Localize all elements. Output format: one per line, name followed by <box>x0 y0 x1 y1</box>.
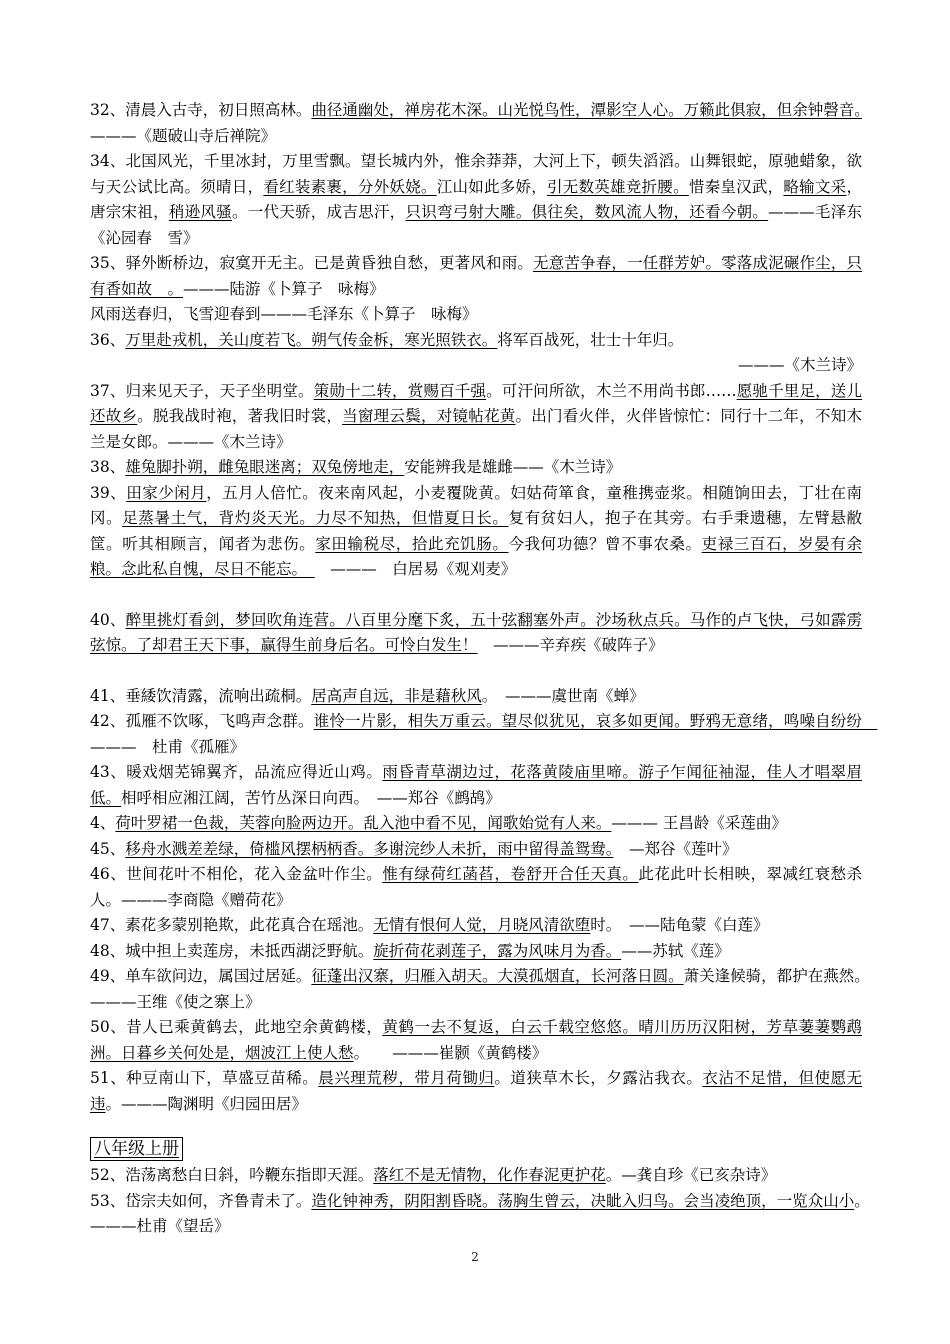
verse-text: 51、种豆南山下，草盛豆苗稀。 <box>90 1069 319 1087</box>
verse-text: 。—龚自珍《已亥杂诗》 <box>605 1166 777 1184</box>
verse-text: ，唐宗宋祖， <box>90 177 862 221</box>
underlined-verse: 稍逊风骚 <box>168 203 232 221</box>
poem-entry-41 <box>90 684 862 710</box>
document-page <box>90 98 909 1240</box>
verse-text: 。 ———崔颢《黄鹤楼》 <box>353 1043 548 1062</box>
verse-text: 将军百战死，壮士十年归。 <box>497 330 684 349</box>
verse-text: 53、岱宗夫如何，齐鲁青未了。 <box>90 1191 312 1210</box>
underlined-verse: 策勋十二转，赏赐百千强 <box>313 381 487 400</box>
underlined-verse: 落红不是无情物，化作春泥更护花 <box>373 1166 606 1184</box>
underlined-verse: 黄鹤一去不复返，白云千载空悠悠。晴川历历汉阳树，芳草萋萋鹦鹉洲。日暮乡关何处是，烟波江上使人愁 <box>90 1018 862 1062</box>
poem-entry-43 <box>90 760 862 811</box>
underlined-verse: 征蓬出汉寨，归雁入胡天。大漠孤烟直，长河落日圆。 <box>311 967 684 985</box>
verse-text: 47、素花多蒙别艳欺，此花真合在瑶池。 <box>90 916 374 934</box>
underlined-verse: 曲径通幽处，禅房花木深。山光悦鸟性，潭影空人心。万籁此俱寂，但余钟磬音。 <box>311 101 862 119</box>
underlined-verse: 略输文采 <box>783 177 847 196</box>
verse-text: 复有贫妇人，抱子在其旁。右手秉遗穗，左臂悬敝筐。听其相顾言，闻者为悲伤。 <box>90 509 862 553</box>
poem-entry-36 <box>90 328 862 354</box>
poem-entry-35 <box>90 251 862 302</box>
underlined-verse: 谁怜一片影，相失万重云。望尽似犹见，哀多如更闻。野鸦无意绪，鸣噪自纷纷 <box>313 712 878 730</box>
underlined-verse: 醉里挑灯看剑，梦回吹角连营。八百里分麾下炙，五十弦翻塞外声。沙场秋点兵。马作的卢飞快，弓如霹雳弦惊。了却君王天下事，赢得生前身后名。可怜白发生！ <box>90 610 862 654</box>
verse-text: 此花此叶长相映，翠减红衰愁杀人。———李商隐《赠荷花》 <box>90 865 862 909</box>
verse-text: ———陆游《卜算子 咏梅》 <box>183 279 385 298</box>
verse-text: 36、 <box>90 330 126 349</box>
verse-text: 相呼相应湘江阔，苦竹丛深日向西。 ——郑谷《鹧鸪》 <box>121 788 501 807</box>
poem-entry-51 <box>90 1066 862 1117</box>
page-number: 2 <box>471 1250 479 1264</box>
underlined-verse: 家田输税尽，拾此充饥肠。 <box>315 534 509 553</box>
section-heading: 八年级上册 <box>90 1137 183 1161</box>
verse-text: 38、 <box>90 458 126 476</box>
verse-text: 。出门看火伴，火伴皆惊忙：同行十二年，不知木兰是女郎。———《木兰诗》 <box>90 407 862 451</box>
underlined-verse: 万里赴戎机，关山度若飞。朔气传金柝，寒光照铁衣。 <box>125 330 498 349</box>
underlined-verse: 衣沾不足惜，但使愿无违 <box>90 1069 862 1113</box>
verse-text: ——苏轼《莲》 <box>621 941 730 960</box>
verse-text: 39、 <box>90 483 127 502</box>
underlined-verse: 田家少闲月 <box>126 483 207 502</box>
poem-entry-42 <box>90 709 909 760</box>
underlined-verse: 引无数英雄竞折腰。 <box>547 177 689 196</box>
verse-text: 35、驿外断桥边，寂寞开无主。已是黄昏独自愁，更著风和雨。 <box>90 254 534 272</box>
underlined-verse: 愿驰千里足，送儿还故乡 <box>90 381 862 425</box>
poem-entry-4 <box>90 811 862 837</box>
verse-text: 46、世间花叶不相伦，花入金盆叶作尘。 <box>90 865 383 883</box>
verse-text: ——— 白居易《观刈麦》 <box>314 560 517 578</box>
poem-entry-38 <box>90 455 862 481</box>
underlined-verse: 晨兴理荒秽，带月荷锄归 <box>318 1069 495 1087</box>
poem-entry-34 <box>90 149 862 251</box>
underlined-verse: 吏禄三百石，岁晏有余粮。念此私自愧，尽日不能忘。 <box>90 534 862 578</box>
verse-text: —郑谷《莲叶》 <box>613 839 738 858</box>
verse-text: 风雨送春归，飞雪迎春到———毛泽东《卜算子 咏梅》 <box>90 305 478 323</box>
poem-entry-53 <box>90 1189 894 1240</box>
verse-text: 。 ———虞世南《蝉》 <box>481 686 645 705</box>
verse-text: ——— 王昌龄《采莲曲》 <box>611 814 787 832</box>
underlined-verse: 足蒸暑土气，背灼炎天光。力尽不知热，但惜夏日长。 <box>122 509 509 527</box>
poem-entry-50 <box>90 1015 862 1066</box>
verse-text: 4、 <box>90 814 116 832</box>
poem-entry-46 <box>90 862 862 913</box>
verse-text: 。一代天骄，成吉思汗， <box>231 203 406 221</box>
poem-entry-52 <box>90 1163 862 1189</box>
underlined-verse: 惟有绿荷红菡萏，卷舒开合任天真。 <box>382 865 639 883</box>
verse-text: 。脱我战时袍，著我旧时裳， <box>137 407 343 425</box>
verse-text: 49、单车欲问边，属国过居延。 <box>90 967 312 985</box>
underlined-verse: 看红装素裹，分外妖娆。 <box>263 177 437 196</box>
poem-entry-45 <box>90 837 862 863</box>
verse-text: ———辛弃疾《破阵子》 <box>477 636 664 654</box>
verse-text: ———《题破山寺后禅院》 <box>90 101 894 145</box>
poem-entry-40 <box>90 608 862 659</box>
underlined-verse: 无情有恨何人觉，月晓风清欲堕 <box>373 916 591 934</box>
poem-entry-37 <box>90 379 862 456</box>
verse-text: 惜秦皇汉武， <box>688 177 784 196</box>
poem-source: ———《木兰诗》 <box>737 356 862 374</box>
verse-text: 。 ———杜甫《望岳》 <box>90 1191 894 1235</box>
poem-entry-32 <box>90 98 894 149</box>
verse-text: 今我何功德？曾不事农桑。 <box>508 534 702 553</box>
verse-text: 。———陶渊明《归园田居》 <box>105 1094 308 1113</box>
underlined-verse: 居高声自远，非是藉秋风 <box>311 686 482 705</box>
verse-text: 。可汗问所欲，木兰不用尚书郎…… <box>486 381 737 400</box>
poem-entry-39 <box>90 481 862 583</box>
underlined-verse: 当窗理云鬓，对镜帖花黄 <box>342 407 516 425</box>
underlined-verse: 旋折荷花剥莲子，露为风味月为香。 <box>373 941 622 960</box>
poem-entry-48 <box>90 939 862 965</box>
poem-list <box>90 98 909 1117</box>
underlined-verse: 雄兔脚扑朔，雌兔眼迷离；双兔傍地走， <box>125 458 405 476</box>
verse-text: 45、 <box>90 839 126 858</box>
verse-text: 37、归来见天子，天子坐明堂。 <box>90 381 314 400</box>
verse-text: 。道狭草木长，夕露沾我衣。 <box>494 1069 703 1087</box>
poem-list-grade8 <box>90 1163 894 1240</box>
verse-text: 52、浩荡离愁白日斜，吟鞭东指即天涯。 <box>90 1166 374 1184</box>
blank-line <box>90 659 862 684</box>
verse-text: ，五月人倍忙。夜来南风起，小麦覆陇黄。妇姑荷箪食，童稚携壶浆。相随饷田去，丁壮在南冈。 <box>90 483 862 527</box>
verse-text: ———毛泽东《沁园春 雪》 <box>90 203 862 247</box>
verse-text: 48、城中担上卖莲房，未抵西湖泛野航。 <box>90 941 374 960</box>
verse-text: 时。 ——陆龟蒙《白莲》 <box>590 916 769 934</box>
verse-text: ——— 杜甫《孤雁》 <box>90 712 909 756</box>
verse-text: 50、昔人已乘黄鹤去，此地空余黄鹤楼， <box>90 1018 383 1036</box>
verse-text: 40、 <box>90 610 126 629</box>
section-heading-wrap <box>90 1117 862 1163</box>
verse-text: 43、暖戏烟芜锦翼齐，品流应得近山鸡。 <box>90 763 383 781</box>
blank-line <box>90 583 862 608</box>
verse-text: 安能辨我是雄雌——《木兰诗》 <box>404 458 622 476</box>
verse-text: 42、孤雁不饮啄，飞鸣声念群。 <box>90 712 314 730</box>
verse-text: 32、清晨入古寺，初日照高林。 <box>90 101 312 119</box>
underlined-verse: 造化钟神秀，阴阳割昏晓。荡胸生曾云，决眦入归鸟。会当凌绝顶，一览众山小 <box>311 1191 855 1210</box>
underlined-verse: 荷叶罗裙一色裁，芙蓉向脸两边开。乱入池中看不见，闻歌始觉有人来。 <box>115 814 612 832</box>
underlined-verse: 雨昏青草湖边过，花落黄陵庙里啼。游子乍闻征袖湿，佳人才唱翠眉低。 <box>90 763 862 807</box>
verse-text: 41、垂緌饮清露，流响出疏桐。 <box>90 686 312 705</box>
verse-text: 34、北国风光，千里冰封，万里雪飘。望长城内外，惟余莽莽，大河上下，顿失滔滔。山舞银蛇，原驰蜡象，欲与天公试比高。须晴日， <box>90 152 862 196</box>
verse-text: 萧关逢候骑，都护在燕然。 ———王维《使之寨上》 <box>90 967 909 1011</box>
underlined-verse: 无意苦争春，一任群芳妒。零落成泥碾作尘，只有香如故 。 <box>90 254 862 298</box>
underlined-verse: 只识弯弓射大雕。俱往矣，数风流人物，还看今朝。 <box>405 203 769 221</box>
poem-entry-35b <box>90 302 862 328</box>
verse-text: 江山如此多娇， <box>436 177 547 196</box>
underlined-verse: 移舟水溅差差绿，倚槛风摆柄柄香。多谢浣纱人未折，雨中留得盖鸳鸯。 <box>125 839 614 858</box>
poem-entry-49 <box>90 964 909 1015</box>
poem-entry-47 <box>90 913 862 939</box>
